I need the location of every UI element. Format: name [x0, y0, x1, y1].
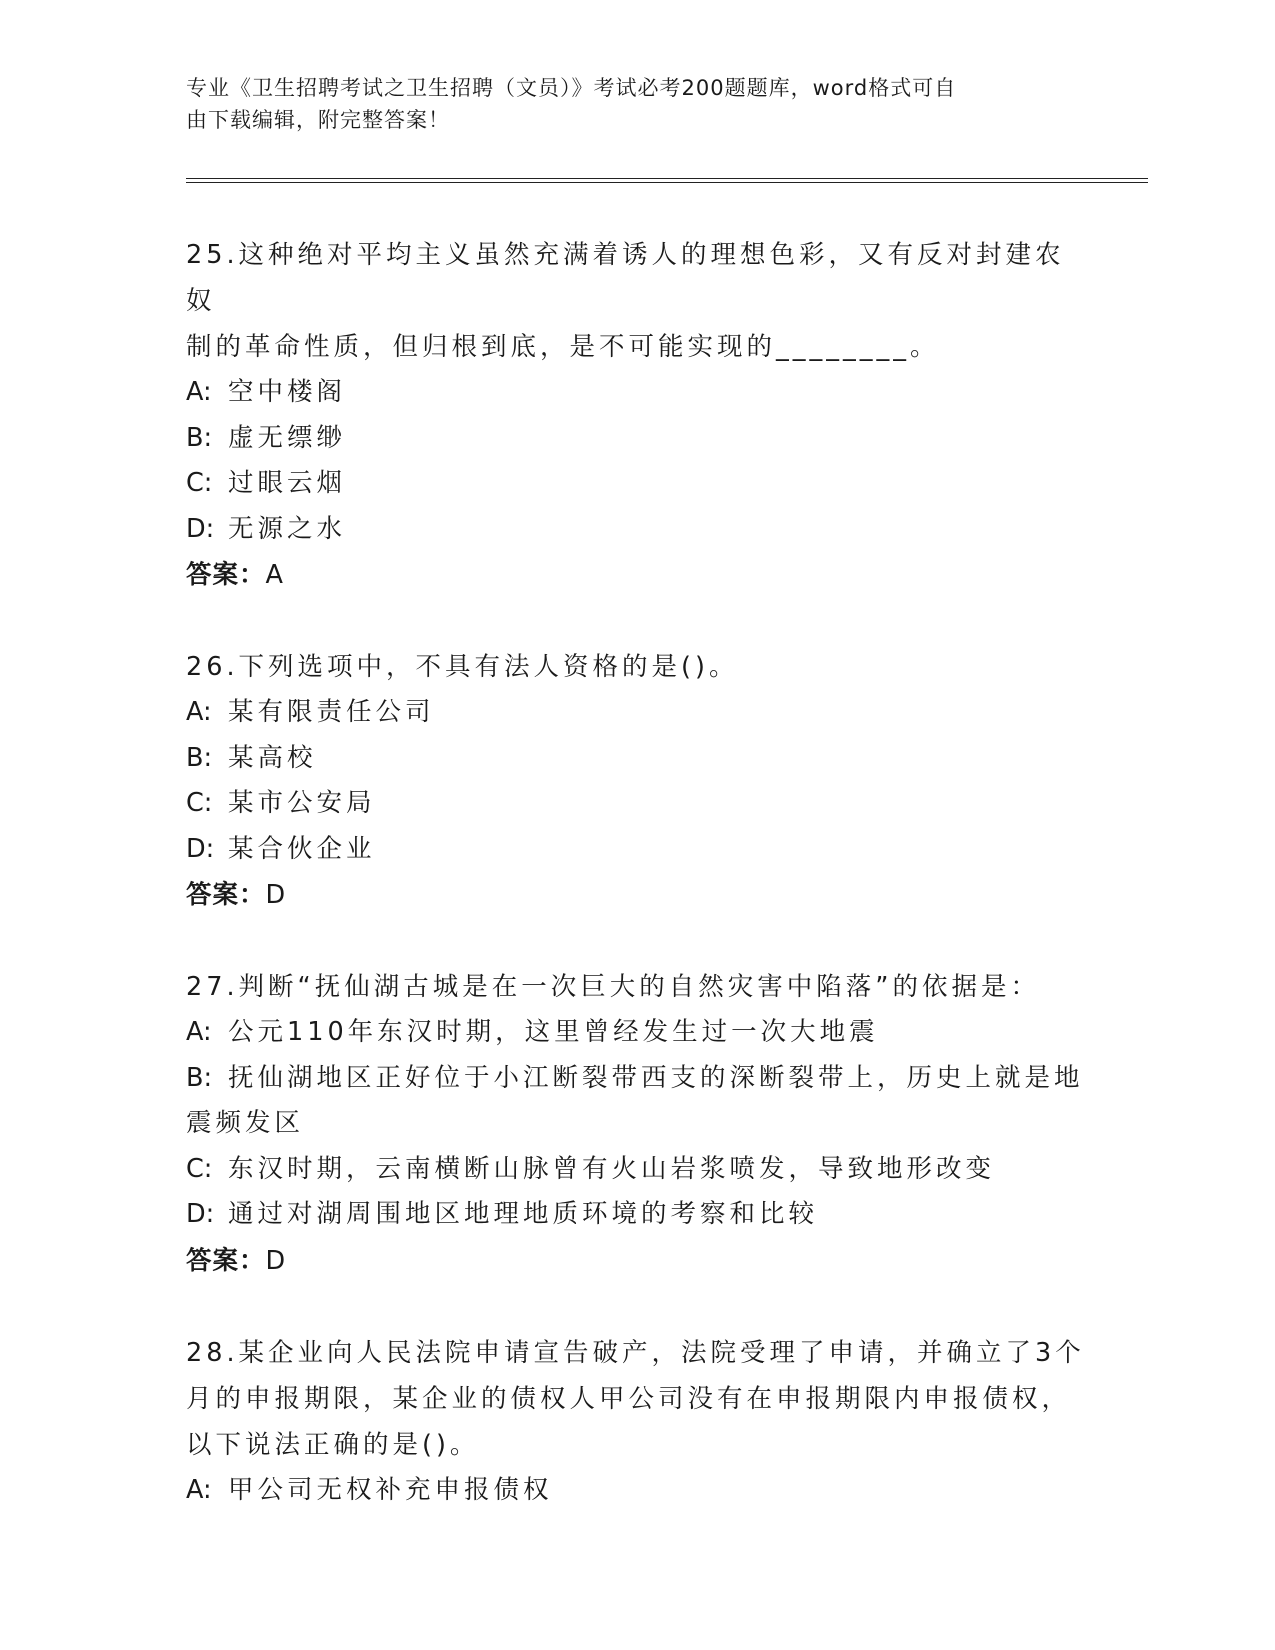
option-c [186, 1147, 1086, 1193]
option-text: 某高校 [228, 742, 317, 773]
option-text: 某有限责任公司 [228, 697, 435, 727]
question-text-line: 28.某企业向人民法院申请宣告破产，法院受理了申请，并确立了3个 [186, 1337, 1085, 1368]
option-c [186, 781, 1086, 827]
option-a [186, 1010, 1086, 1056]
option-letter: D: [186, 833, 215, 864]
answer-line [186, 552, 1086, 598]
answer-line [186, 1238, 1086, 1284]
answer-label: 答案： [186, 1245, 266, 1276]
option-text: 公元110年东汉时期，这里曾经发生过一次大地震 [228, 1017, 879, 1047]
answer-label: 答案： [186, 560, 266, 590]
option-letter: C: [186, 1153, 213, 1184]
question-25 [186, 232, 1086, 598]
option-text: 某市公安局 [228, 788, 376, 818]
option-b [186, 416, 1086, 462]
answer-value: D [265, 880, 287, 910]
option-letter: B: [186, 1062, 213, 1093]
option-letter: C: [186, 788, 213, 818]
option-d [186, 1192, 1086, 1238]
header-divider-top [186, 178, 1148, 179]
option-text: 虚无缥缈 [228, 422, 347, 453]
option-text: 通过对湖周围地区地理地质环境的考察和比较 [228, 1199, 819, 1229]
option-letter: D: [186, 1199, 215, 1229]
question-text-line: 以下说法正确的是()。 [186, 1429, 480, 1460]
question-text-line: 25.这种绝对平均主义虽然充满着诱人的理想色彩，又有反对封建农奴 [186, 240, 1065, 316]
question-text-line: 月的申报期限，某企业的债权人甲公司没有在申报期限内申报债权， [186, 1383, 1072, 1414]
header-divider-bottom [186, 182, 1148, 183]
question-27 [186, 964, 1086, 1284]
answer-line [186, 872, 1086, 918]
option-letter: A: [186, 1017, 212, 1047]
option-a [186, 1468, 1086, 1514]
option-b-continued [186, 1101, 1086, 1147]
answer-label: 答案： [186, 880, 266, 910]
question-text-line: 制的革命性质，但归根到底，是不可能实现的________。 [186, 332, 940, 362]
option-text: 东汉时期，云南横断山脉曾有火山岩浆喷发，导致地形改变 [228, 1153, 996, 1184]
option-text: 甲公司无权补充申报债权 [228, 1474, 553, 1505]
question-text-line: 26.下列选项中，不具有法人资格的是()。 [186, 652, 739, 682]
document-intro [186, 72, 1066, 136]
option-d [186, 507, 1086, 553]
option-b [186, 736, 1086, 782]
option-text: 某合伙企业 [228, 833, 376, 864]
question-text-line: 27.判断“抚仙湖古城是在一次巨大的自然灾害中陷落”的依据是： [186, 972, 1040, 1002]
answer-value: D [265, 1245, 287, 1276]
option-c [186, 461, 1086, 507]
option-a [186, 690, 1086, 736]
question-26 [186, 644, 1086, 918]
option-letter: B: [186, 742, 213, 773]
option-letter: A: [186, 697, 212, 727]
option-letter: D: [186, 513, 215, 544]
option-letter: B: [186, 422, 213, 453]
option-letter: C: [186, 468, 213, 498]
question-28 [186, 1330, 1086, 1514]
option-d [186, 827, 1086, 873]
option-letter: A: [186, 377, 212, 407]
option-text: 抚仙湖地区正好位于小江断裂带西支的深断裂带上，历史上就是地 [228, 1062, 1084, 1093]
option-text: 空中楼阁 [228, 377, 347, 407]
option-text: 震频发区 [186, 1108, 305, 1138]
question-list [186, 232, 1086, 1559]
option-a [186, 370, 1086, 416]
option-letter: A: [186, 1474, 212, 1505]
option-b [186, 1056, 1086, 1102]
option-text: 无源之水 [228, 513, 347, 544]
intro-line-2: 由下载编辑，附完整答案！ [186, 108, 450, 132]
intro-line-1: 专业《卫生招聘考试之卫生招聘（文员）》考试必考200题题库，word格式可自 [186, 76, 957, 100]
answer-value: A [265, 560, 284, 590]
option-text: 过眼云烟 [228, 468, 347, 498]
